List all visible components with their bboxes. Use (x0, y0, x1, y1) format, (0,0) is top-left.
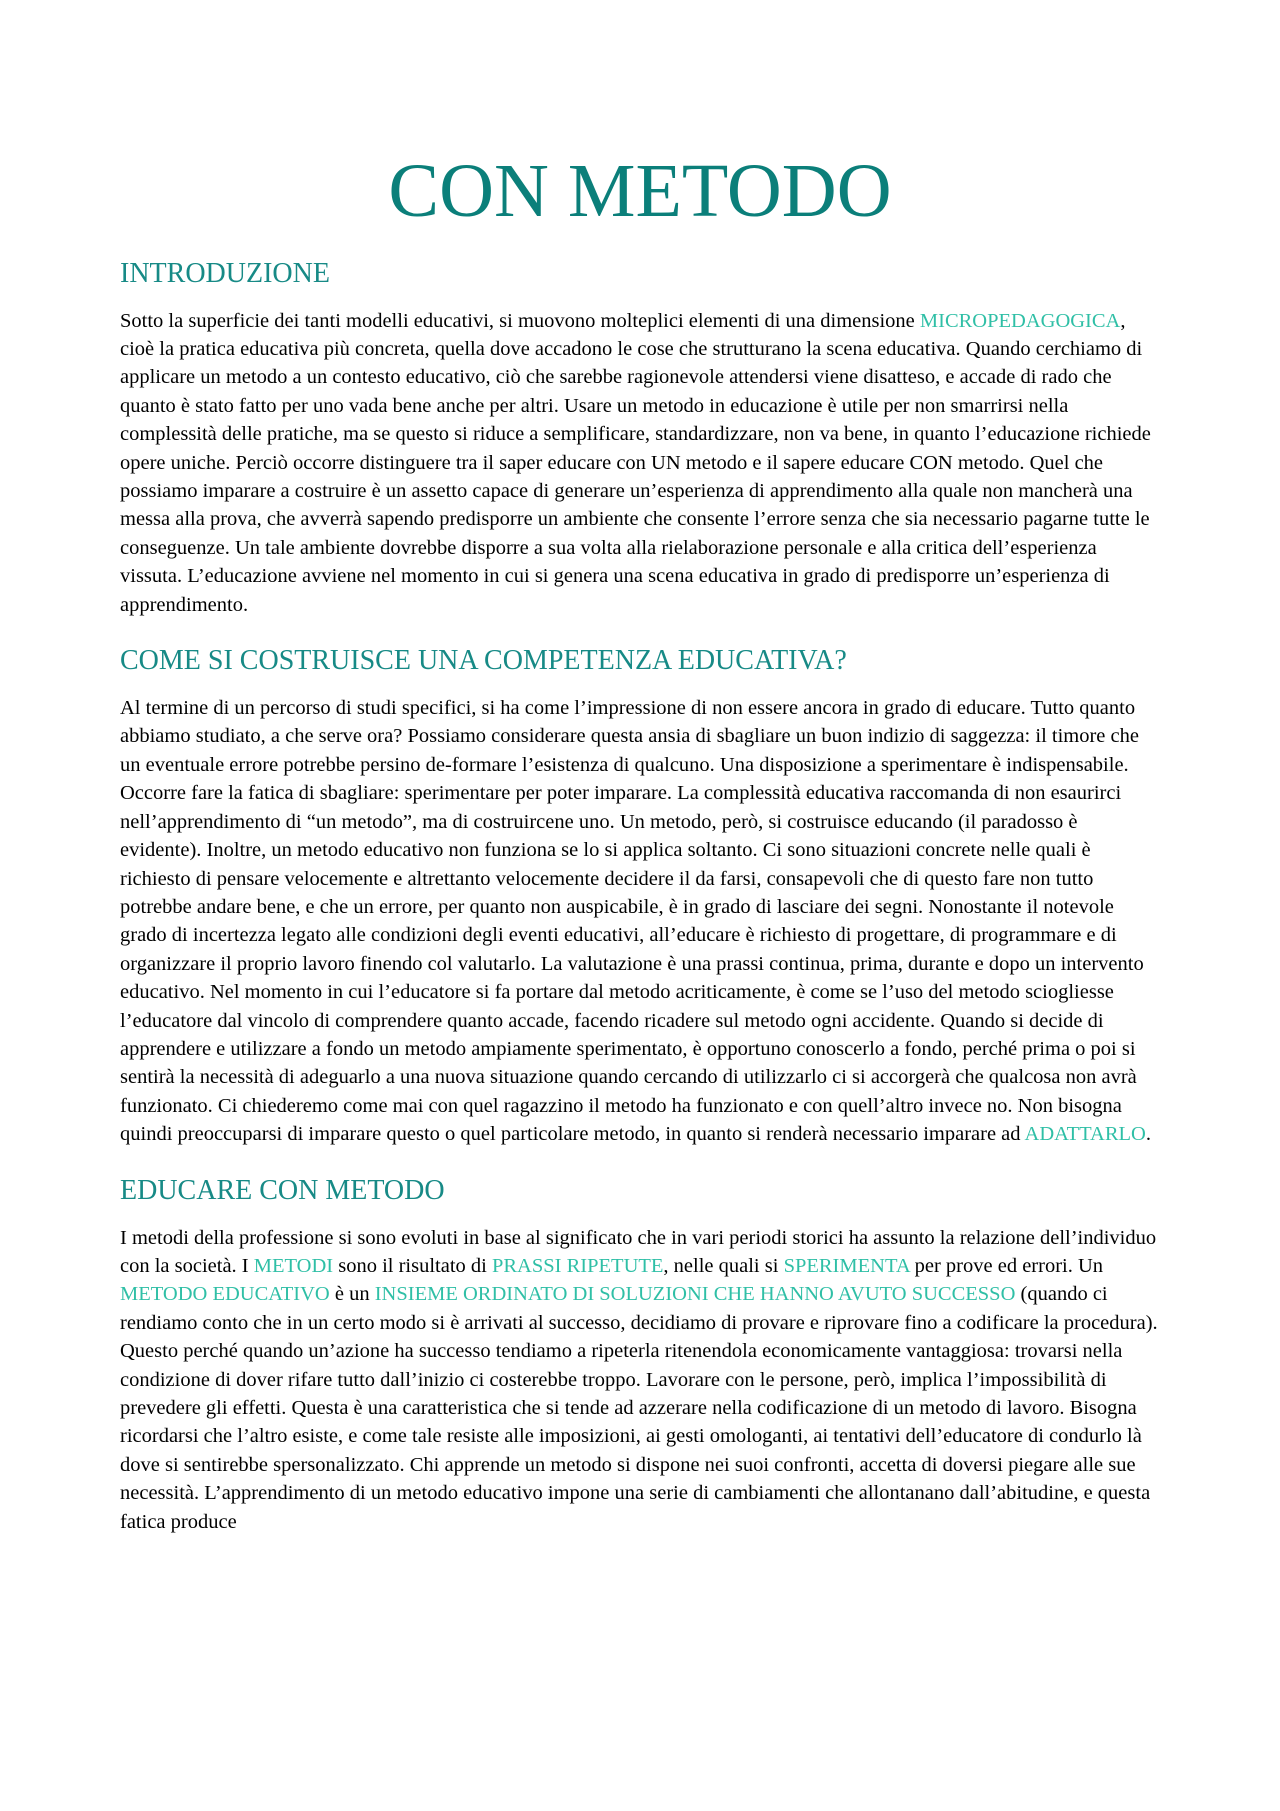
highlighted-term: SPERIMENTA (783, 1254, 910, 1277)
highlighted-term: INSIEME ORDINATO DI SOLUZIONI CHE HANNO AVUTO SUCCESSO (374, 1283, 1016, 1306)
section-heading-introduzione: INTRODUZIONE (120, 257, 330, 289)
paragraph-text: Al termine di un percorso di studi specifici, si ha come l’impressione di non essere ancora in grado di educare. Tutto quanto abbiamo studiato, a che serve ora? Possiamo considerare questa ansia di sbagliare un buon indizio di saggezza: il timore che un eventuale errore potrebbe persino de-formare l’esistenza di qualcuno. Una disposizione a sperimentare è indispensabile. Occorre fare la fatica di sbagliare: sperimentare per poter imparare. La complessità educativa raccomanda di non esaurirci nell’apprendimento di “un metodo”, ma di costruircene uno. Un metodo, però, si costruisce educando (il paradosso è evidente). Inoltre, un metodo educativo non funziona se lo si applica soltanto. Ci sono situazioni concrete nelle quali è richiesto di pensare velocemente e altrettanto velocemente decidere il da farsi, consapevoli che di questo fare non tutto potrebbe andare bene, e che un errore, per quanto non auspicabile, è in grado di lasciare dei segni. Nonostante il notevole grado di incertezza legato alle condizioni degli eventi educativi, all’educare è richiesto di progettare, di programmare e di organizzare il proprio lavoro finendo col valutarlo. La valutazione è una prassi continua, prima, durante e dopo un intervento educativo. Nel momento in cui l’educatore si fa portare dal metodo acriticamente, è come se l’uso del metodo sciogliesse l’educatore dal vincolo di comprendere quanto accade, facendo ricadere sul metodo ogni accidente. Quando si decide di apprendere e utilizzare a fondo un metodo ampiamente sperimentato, è opportuno conoscerlo a fondo, perché prima o poi si sentirà la necessità di adeguarlo a una nuova situazione quando cercando di utilizzarlo ci si accorgerà che qualcosa non avrà funzionato. Ci chiederemo come mai con quel ragazzino il metodo ha funzionato e con quell’altro invece no. Non bisogna quindi preoccuparsi di imparare questo o quel particolare metodo, in quanto si renderà necessario imparare ad (120, 697, 1144, 1146)
section-paragraph-competenza (120, 694, 1160, 1149)
paragraph-text: (quando ci rendiamo conto che in un certo modo si è arrivati al successo, decidiamo di provare e riprovare fino a codificare la procedura). Questo perché quando un’azione ha successo tendiamo a ripeterla ritenendola economicamente vantaggiosa: trovarsi nella condizione di dover rifare tutto dall’inizio ci costerebbe troppo. Lavorare con le persone, però, implica l’impossibilità di prevedere gli effetti. Questa è una caratteristica che si tende ad azzerare nella codificazione di un metodo di lavoro. Bisogna ricordarsi che l’altro esiste, e come tale resiste alle imposizioni, ai gesti omologanti, ai tentativi dell’educatore di condurlo là dove si sentirebbe spersonalizzato. Chi apprende un metodo si dispone nei suoi confronti, accetta di doversi piegare alle sue necessità. L’apprendimento di un metodo educativo impone una serie di cambiamenti che allontanano dall’abitudine, e questa fatica produce (120, 1283, 1158, 1533)
paragraph-text: . (1145, 1123, 1151, 1146)
paragraph-text: per prove ed errori. Un (909, 1254, 1104, 1277)
section-heading-competenza: COME SI COSTRUISCE UNA COMPETENZA EDUCATIVA? (120, 645, 847, 677)
paragraph-text: I metodi della professione si sono evoluti in base al significato che in vari periodi storici ha assunto la relazione dell’individuo con la società. I (120, 1226, 1157, 1277)
paragraph-text: Sotto la superficie dei tanti modelli educativi, si muovono molteplici elementi di una dimensione (120, 309, 920, 332)
highlighted-term: ADATTARLO (1024, 1123, 1146, 1146)
highlighted-term: PRASSI RIPETUTE (491, 1254, 664, 1277)
paragraph-text: è un (329, 1283, 375, 1306)
highlighted-term: METODO EDUCATIVO (120, 1283, 330, 1306)
paragraph-text: sono il risultato di (333, 1254, 492, 1277)
highlighted-term: MICROPEDAGOGICA (919, 309, 1121, 332)
section-paragraph-educare-con-metodo (120, 1224, 1160, 1536)
highlighted-term: METODI (253, 1254, 334, 1277)
paragraph-text: , cioè la pratica educativa più concreta, quella dove accadono le cose che strutturano la scena educativa. Quando cerchiamo di applicare un metodo a un contesto educativo, ciò che sarebbe ragionevole attendersi viene disatteso, e accade di rado che quanto è stato fatto per uno vada bene anche per altri. Usare un metodo in educazione è utile per non smarrirsi nella complessità delle pratiche, ma se questo si riduce a semplificare, standardizzare, non va bene, in quanto l’educazione richiede opere uniche. Perciò occorre distinguere tra il saper educare con UN metodo e il sapere educare CON metodo. Quel che possiamo imparare a costruire è un assetto capace di generare un’esperienza di apprendimento alla quale non mancherà una messa alla prova, che avverrà sapendo predisporre un ambiente che consente l’errore senza che sia necessario pagarne tutte le conseguenze. Un tale ambiente dovrebbe disporre a sua volta alla rielaborazione personale e alla critica dell’esperienza vissuta. L’educazione avviene nel momento in cui si genera una scena educativa in grado di predisporre un’esperienza di apprendimento. (120, 309, 1151, 616)
section-heading-educare-con-metodo: EDUCARE CON METODO (120, 1174, 445, 1206)
page-title: CON METODO (388, 149, 892, 233)
paragraph-text: , nelle quali si (663, 1254, 784, 1277)
section-paragraph-introduzione (120, 307, 1160, 619)
